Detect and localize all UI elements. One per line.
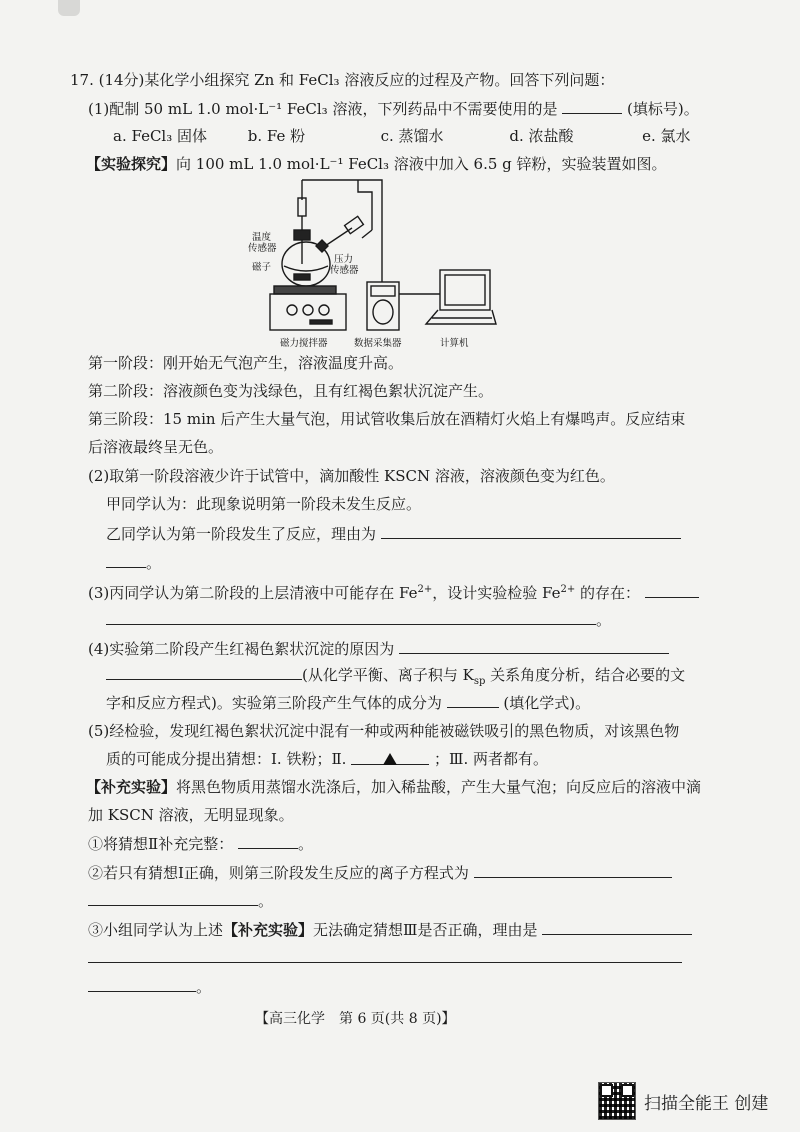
label-temp-2: 传感器 [248,243,277,254]
q4-gas-blank[interactable] [447,691,499,708]
q1-options [113,125,691,147]
stage3-text-a: 第三阶段：15 min 后产生大量气泡，用试管收集后放在酒精灯火焰上有爆鸣声。反应结束 [88,410,686,428]
q3-text: (3)丙同学认为第二阶段的上层清液中可能存在 $Fe^{2+}$，设计实验检验 $Fe^{2+}$ 的存在： [88,579,699,604]
magnetic-stirrer [270,294,346,330]
sub1-text: ①将猜想Ⅱ补充完整： 。 [88,832,313,855]
temp-probe [298,198,306,216]
data-collector [367,282,399,330]
laptop-screen [440,270,490,310]
option-a: a. FeCl₃ 固体 [113,127,207,145]
sub3-answer-tail: 。 [88,975,211,998]
q2-answer-blank[interactable] [381,522,681,539]
triangle-marker-icon [383,753,397,765]
sub3-text: ③小组同学认为上述【补充实验】无法确定猜想Ⅲ是否正确，理由是 [88,918,692,941]
q5-text-a: (5)经检验，发现红褐色絮状沉淀中混有一种或两种能被磁铁吸引的黑色物质，对该黑色物 [88,722,680,740]
sub2-answer-tail: 。 [88,889,273,912]
label-stirrer: 磁力搅拌器 [280,338,328,349]
label-computer: 计算机 [440,338,469,349]
q5-text-b: 质的可能成分提出猜想：Ⅰ. 铁粉；Ⅱ. ；Ⅲ. 两者都有。 [106,750,549,768]
label-temp-1: 温度 [252,232,272,243]
question-header: 17. (14分)某化学小组探究 Zn 和 FeCl₃ 溶液反应的过程及产物。回答下列问题： [70,71,615,89]
sub3-answer-line[interactable] [88,962,682,963]
option-e: e. 氯水 [642,127,691,145]
q2-answer-blank-2[interactable] [106,551,146,568]
label-pressure-1: 压力 [334,254,354,265]
supplement-text-a: 【补充实验】将黑色物质用蒸馏水洗涤后，加入稀盐酸，产生大量气泡；向反应后的溶液中滴 [86,778,702,796]
q2-text: (2)取第一阶段溶液少许于试管中，滴加酸性 KSCN 溶液，溶液颜色变为红色。 [88,467,615,485]
q4-text-b: (从化学平衡、离子积与 $K_{sp}$ 关系角度分析，结合必要的文 [106,663,685,693]
q3-answer-blank-2[interactable] [106,608,596,625]
q2-yi: 乙同学认为第一阶段发生了反应，理由为 [106,522,681,545]
q1-text: (1)配制 50 mL 1.0 mol·L⁻¹ FeCl₃ 溶液，下列药品中不需要使用的是 (填标号)。 [88,97,699,120]
explore-text: 【实验探究】向 100 mL 1.0 mol·L⁻¹ FeCl₃ 溶液中加入 6.5 g 锌粉，实验装置如图。 [86,155,667,173]
page-footer: 【高三化学 第 6 页(共 8 页)】 [255,1011,456,1027]
sub2-text: ②若只有猜想Ⅰ正确，则第三阶段发生反应的离子方程式为 [88,861,672,884]
label-magnet: 磁子 [252,262,272,273]
scanner-watermark [598,1083,768,1119]
sub2-answer-blank[interactable] [474,861,672,878]
q1-answer-blank[interactable] [562,97,622,114]
sub2-answer-blank-2[interactable] [88,889,258,906]
label-pressure-2: 传感器 [330,265,359,276]
hypothesis-2-blank[interactable] [351,748,429,765]
apparatus-diagram [230,170,520,350]
q4-answer-blank[interactable] [399,637,669,654]
stage3-text-b: 后溶液最终呈无色。 [88,438,224,456]
sub3-answer-blank[interactable] [542,918,692,935]
q2-jia: 甲同学认为：此现象说明第一阶段未发生反应。 [106,495,422,513]
q4-text: (4)实验第二阶段产生红褐色絮状沉淀的原因为 [88,637,669,660]
scan-artifact [58,0,80,16]
qr-code-icon [598,1082,636,1120]
laptop-keyboard [426,310,496,324]
scanner-label: 扫描全能王 创建 [644,1093,769,1114]
sub3-answer-blank-2[interactable] [88,975,196,992]
q3-answer-blank[interactable] [645,581,699,598]
supplement-text-b: 加 KSCN 溶液，无明显现象。 [88,806,294,824]
q4-text-c: 字和反应方程式)。实验第三阶段产生气体的成分为 (填化学式)。 [106,691,590,714]
stage1-text: 第一阶段：刚开始无气泡产生，溶液温度升高。 [88,354,404,372]
q4-answer-blank-2[interactable] [106,663,302,680]
label-collector: 数据采集器 [354,338,402,349]
option-c: c. 蒸馏水 [380,127,444,145]
sub1-answer-blank[interactable] [238,832,298,849]
stage2-text: 第二阶段：溶液颜色变为浅绿色，且有红褐色絮状沉淀产生。 [88,382,494,400]
option-b: b. Fe 粉 [247,127,306,145]
q2-answer-tail: 。 [106,551,161,574]
option-d: d. 浓盐酸 [509,127,574,145]
q3-answer-tail: 。 [106,608,611,631]
